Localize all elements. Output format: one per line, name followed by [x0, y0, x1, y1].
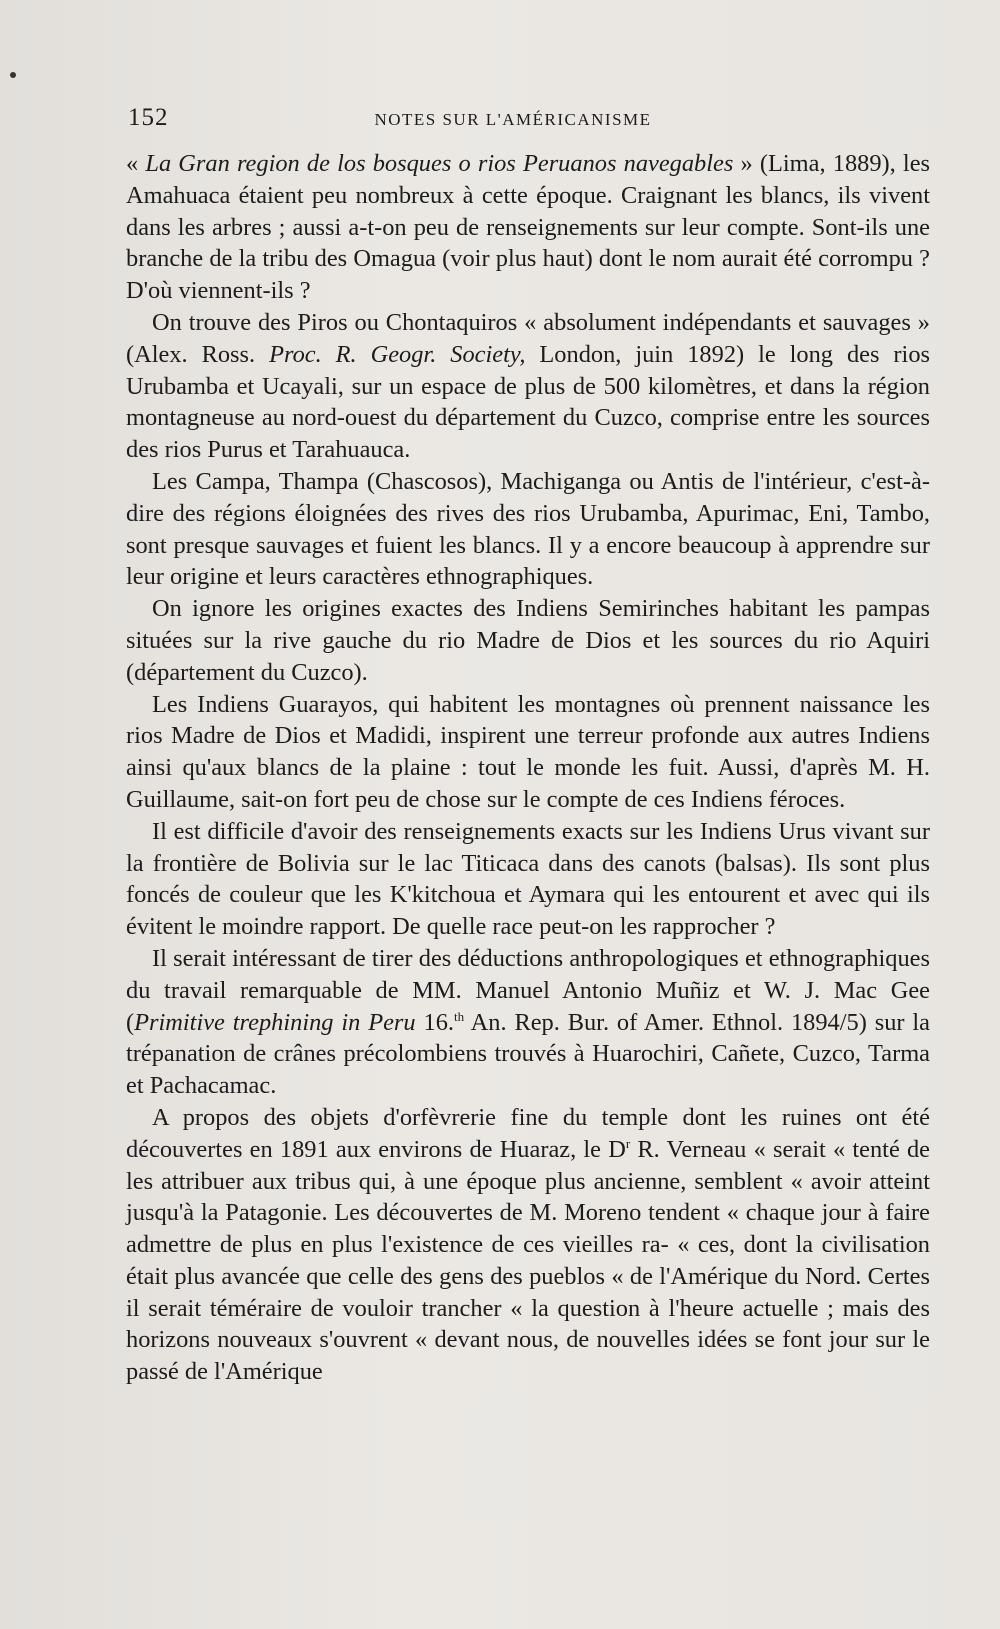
italic-citation: Proc. R. Geogr. Society, [269, 340, 526, 368]
paragraph-text: A propos des objets d'orfèvrerie fine du temple dont les ruines ont été découvertes en 1891 aux environs de Huaraz, le D [126, 1103, 930, 1163]
italic-title: La Gran region de los bosques o rios Peruanos navegables [145, 150, 734, 177]
paragraph-text: On trouve des Piros ou Chontaquiros « absolument indépendants et sauvages » (Alex. Ross. [126, 308, 930, 368]
title-superscript: r [625, 1135, 631, 1151]
ink-speck [10, 72, 16, 78]
quote-open: « [126, 150, 146, 177]
paragraph-text: Il serait intéressant de tirer des déductions anthropologiques et ethnographiques du travail remarquable de MM. Manuel Antonio Muñiz et W. J. Mac Gee ( [126, 944, 930, 1036]
paragraph-text: An. Rep. Bur. of Amer. Ethnol. 1894/5) sur la trépanation de crânes précolombiens trouvés à Huarochiri, Cañete, Cuzco, Tarma et Pachacamac. [126, 1008, 930, 1100]
paragraph-4: On ignore les origines exactes des Indiens Semirinches habitant les pampas situées sur la rive gauche du rio Madre de Dios et les sources du rio Aquiri (département du Cuzco). [126, 595, 930, 686]
paragraph-8 [126, 1102, 930, 1388]
paragraph-text: London, juin 1892) le long des rios Urubamba et Ucayali, sur un espace de plus de 500 kilomètres, et dans la région montagneuse au nord-ouest du département du Cuzco, comprise entre les sources des rios Purus et Tarahuauca. [126, 340, 931, 464]
page-number: 152 [128, 104, 169, 131]
paragraph-7 [126, 943, 930, 1102]
running-title: NOTES SUR L'AMÉRICANISME [374, 110, 652, 129]
page-header [128, 104, 928, 140]
paragraph-6: Il est difficile d'avoir des renseignements exacts sur les Indiens Urus vivant sur la frontière de Bolivia sur le lac Titicaca dans des canots (balsas). Ils sont plus foncés de couleur que les K'kitchoua et Aymara qui les entourent et avec qui ils évitent le moindre rapport. De quelle race peut-on les rapprocher ? [126, 817, 930, 941]
ordinal-superscript: th [454, 1008, 465, 1024]
paragraph-2 [126, 307, 930, 466]
paragraph-1 [126, 148, 930, 307]
italic-citation: Primitive trephining in Peru [134, 1008, 416, 1036]
ordinal-number: 16. [415, 1008, 454, 1036]
paragraph-text: R. Verneau « serait « tenté de les attribuer aux tribus qui, à une époque plus ancienne, semblent « avoir atteint jusqu'à la Patagonie. Les découvertes de M. Moreno tendent « chaque jour à faire admettre de plus en plus l'existence de ces vieilles ra- « ces, dont la civilisation était plus avancée que celle des gens des pueblos « de l'Amérique du Nord. Certes il serait téméraire de vouloir trancher « la question à l'heure actuelle ; mais des horizons nouveaux s'ouvrent « devant nous, de nouvelles idées se font jour sur le passé de l'Amérique [126, 1135, 930, 1386]
paragraph-text: » (Lima, 1889), les Amahuaca étaient peu nombreux à cette époque. Craignant les blancs, ils vivent dans les arbres ; aussi a-t-on peu de renseignements sur leur compte. Sont-ils une branche de la tribu des Omagua (voir plus haut) dont le nom aurait été corrompu ? D'où viennent-ils ? [126, 150, 931, 305]
body-text [126, 148, 930, 1388]
paragraph-3: Les Campa, Thampa (Chascosos), Machiganga ou Antis de l'intérieur, c'est-à-dire des régions éloignées des rives des rios Urubamba, Apurimac, Eni, Tambo, sont presque sauvages et fuient les blancs. Il y a encore beaucoup à apprendre sur leur origine et leurs caractères ethnographiques. [126, 467, 930, 591]
paragraph-5: Les Indiens Guarayos, qui habitent les montagnes où prennent naissance les rios Madre de Dios et Madidi, inspirent une terreur profonde aux autres Indiens ainsi qu'aux blancs de la plaine : tout le monde les fuit. Aussi, d'après M. H. Guillaume, sait-on fort peu de chose sur le compte de ces Indiens féroces. [126, 690, 930, 813]
